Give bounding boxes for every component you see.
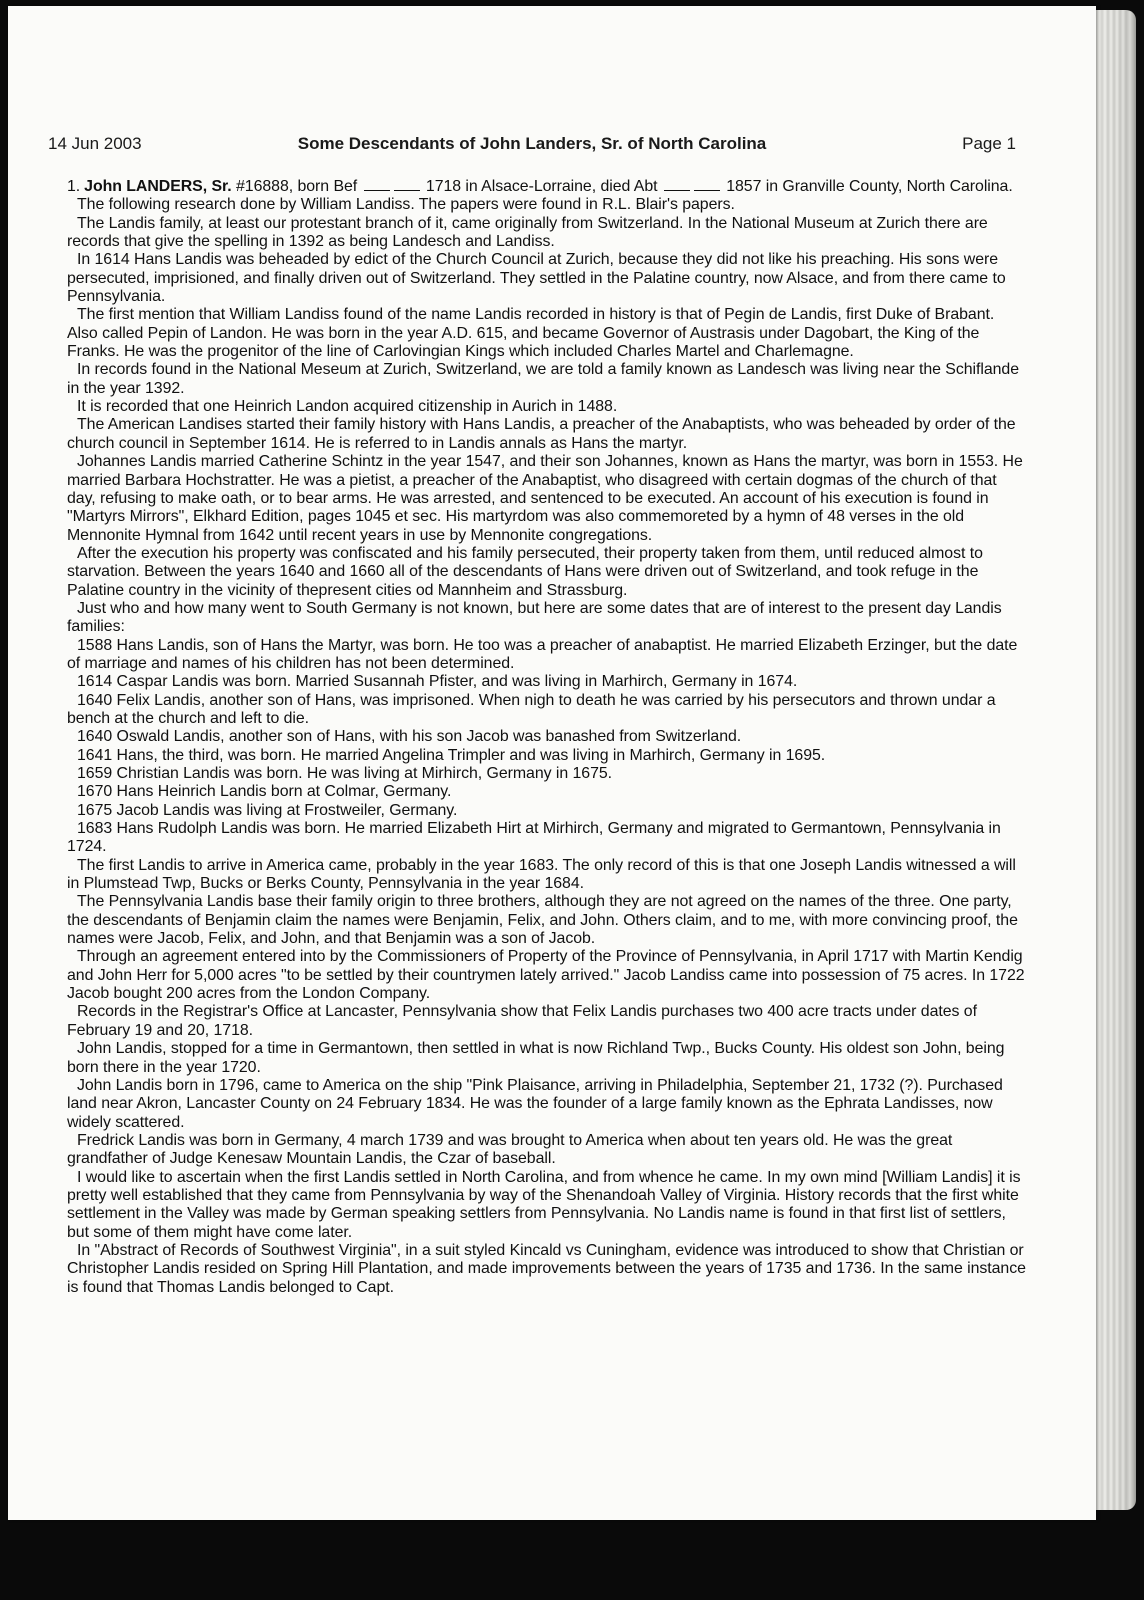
header-title: Some Descendants of John Landers, Sr. of North Carolina (297, 134, 767, 153)
body-paragraph: In "Abstract of Records of Southwest Virginia", in a suit styled Kincald vs Cuningham, evidence was introduced to show that Christian or Christopher Landis resided on Spring Hill Plantation, and made improvements between the years of 1735 and 1736. In the same instance is found that Thomas Landis belonged to Capt. (67, 1241, 1026, 1296)
body-paragraph: Records in the Registrar's Office at Lancaster, Pennsylvania show that Felix Landis purchases two 400 acre tracts under dates of February 19 and 20, 1718. (67, 1003, 977, 1039)
body-paragraph: Through an agreement entered into by the Commissioners of Property of the Province of Pennsylvania, in April 1717 with Martin Kendig and John Herr for 5,000 acres "to be settled by their countrymen lately arrived." Jacob Landiss came into possession of 75 acres. In 1722 Jacob bought 200 acres from the London Company. (67, 948, 1025, 1003)
entry-birth-prefix: #16888, born Bef (236, 178, 358, 195)
body-paragraph: The following research done by William Landiss. The papers were found in R.L. Blair's papers. (77, 196, 735, 214)
body-paragraph: The American Landises started their family history with Hans Landis, a preacher of the Anabaptists, who was beheaded by order of the church council in September 1614. He is referred to in Landis annals as Hans the martyr. (67, 416, 1016, 452)
body-paragraph: Johannes Landis married Catherine Schintz in the year 1547, and their son Johannes, known as Hans the martyr, was born in 1553. He married Barbara Hochstratter. He was a pietist, a preacher of the Anabaptist, who disagreed with certain dogmas of the church of that day, refusing to make oath, or to bear arms. He was arrested, and sentenced to be executed. An account of his execution is found in "Martyrs Mirrors", Elkhard Edition, pages 1045 et sec. His martyrdom was also commemoreted by a hymn of 48 verses in the old Mennonite Hymnal from 1642 until recent years in use by Mennonite congregations. (67, 453, 1023, 544)
header-page-number: Page 1 (962, 134, 1016, 153)
body-paragraph: The Pennsylvania Landis base their family origin to three brothers, although they are not agreed on the names of the three. One party, the descendants of Benjamin claim the names were Benjamin, Felix, and John. Others claim, and to me, with more convincing proof, the names were Jacob, Felix, and John, and that Benjamin was a son of Jacob. (67, 893, 1018, 948)
header-date: 14 Jun 2003 (48, 134, 142, 153)
body-paragraph: John Landis born in 1796, came to America on the ship "Pink Plaisance, arriving in Philadelphia, September 21, 1732 (?). Purchased land near Akron, Lancaster County on 24 February 1834. He was the founder of a large family known as the Ephrata Landisses, now widely scattered. (67, 1076, 1003, 1131)
blank-line (694, 178, 720, 191)
blank-line (364, 178, 390, 191)
blank-line (394, 178, 420, 191)
body-paragraph: Just who and how many went to South Germany is not known, but here are some dates that are of interest to the present day Landis families: (67, 599, 1002, 636)
entry-birth-year: 1718 in Alsace-Lorraine, died Abt (425, 178, 658, 195)
page-stack-edge (1090, 10, 1136, 1510)
body-paragraph: In 1614 Hans Landis was beheaded by edict of the Church Council at Zurich, because they did not like his preaching. His sons were persecuted, imprisioned, and finally driven out of Switzerland. They settled in the Palatine country, now Alsace, and from there came to Pennsylvania. (67, 251, 1006, 306)
entry-heading (67, 178, 1027, 196)
entry-name: John LANDERS, Sr. (84, 178, 232, 195)
body-paragraph: John Landis, stopped for a time in Germantown, then settled in what is now Richland Twp., Bucks County. His oldest son John, being born there in the year 1720. (67, 1040, 1005, 1076)
body-paragraph: 1640 Felix Landis, another son of Hans, was imprisoned. When nigh to death he was carried by his persecutors and thrown undar a bench at the church and left to die. (67, 691, 996, 727)
body-paragraph: The Landis family, at least our protestant branch of it, came originally from Switzerland. In the National Museum at Zurich there are records that give the spelling in 1392 as being Landesch and Landiss. (67, 214, 988, 251)
body-paragraph: 1683 Hans Rudolph Landis was born. He married Elizabeth Hirt at Mirhirch, Germany and migrated to Germantown, Pennsylvania in 1724. (67, 820, 1001, 856)
body-paragraph: 1675 Jacob Landis was living at Frostweiler, Germany. (77, 801, 458, 819)
entry-death: 1857 in Granville County, North Carolina. (726, 178, 1013, 195)
body-paragraph: It is recorded that one Heinrich Landon acquired citizenship in Aurich in 1488. (77, 398, 618, 416)
body-paragraph: The first Landis to arrive in America came, probably in the year 1683. The only record of this is that one Joseph Landis witnessed a will in Plumstead Twp, Bucks or Berks County, Pennsylvania in the year 1684. (67, 856, 1016, 893)
body-paragraph: 1614 Caspar Landis was born. Married Susannah Pfister, and was living in Marhirch, Germany in 1674. (77, 673, 798, 691)
blank-line (664, 178, 690, 191)
body-paragraph: 1670 Hans Heinrich Landis born at Colmar, Germany. (77, 783, 452, 801)
body-paragraph: In records found in the National Meseum at Zurich, Switzerland, we are told a family known as Landesch was living near the Schiflande in the year 1392. (67, 361, 1019, 397)
body-paragraph: 1588 Hans Landis, son of Hans the Martyr, was born. He too was a preacher of anabaptist. He married Elizabeth Erzinger, but the date of marriage and names of his children has not been determined. (67, 636, 1018, 672)
paragraph-list (67, 196, 1027, 1297)
body-paragraph: I would like to ascertain when the first Landis settled in North Carolina, and from whence he came. In my own mind [William Landis] it is pretty well established that they came from Pennsylvania by way of the Shenandoah Valley of Virginia. History records that the first white settlement in the Valley was made by German speaking settlers from Pennsylvania. No Landis name is found in that first list of settlers, but some of them might have come later. (67, 1168, 1021, 1241)
page-header (48, 134, 1016, 158)
body-paragraph: 1659 Christian Landis was born. He was living at Mirhirch, Germany in 1675. (77, 765, 613, 782)
body-paragraph: 1641 Hans, the third, was born. He married Angelina Trimpler and was living in Marhirch, Germany in 1695. (77, 746, 826, 764)
body-paragraph: 1640 Oswald Landis, another son of Hans, with his son Jacob was banashed from Switzerland. (77, 728, 742, 746)
body-paragraph: After the execution his property was confiscated and his family persecuted, their property taken from them, until reduced almost to starvation. Between the years 1640 and 1660 all of the descendants of Hans were driven out of Switzerland, and took refuge in the Palatine country in the vicinity of thepresent cities od Mannheim and Strassburg. (67, 544, 983, 599)
body-paragraph: The first mention that William Landiss found of the name Landis recorded in history is that of Pegin de Landis, first Duke of Brabant. Also called Pepin of Landon. He was born in the year A.D. 615, and became Governor of Austrasis under Dagobart, the King of the Franks. He was the progenitor of the line of Carlovingian Kings which included Charles Martel and Charlemagne. (67, 306, 995, 361)
document-body (67, 178, 1027, 1297)
entry-number: 1. (67, 178, 81, 195)
body-paragraph: Fredrick Landis was born in Germany, 4 march 1739 and was brought to America when about ten years old. He was the great grandfather of Judge Kenesaw Mountain Landis, the Czar of baseball. (67, 1131, 953, 1168)
